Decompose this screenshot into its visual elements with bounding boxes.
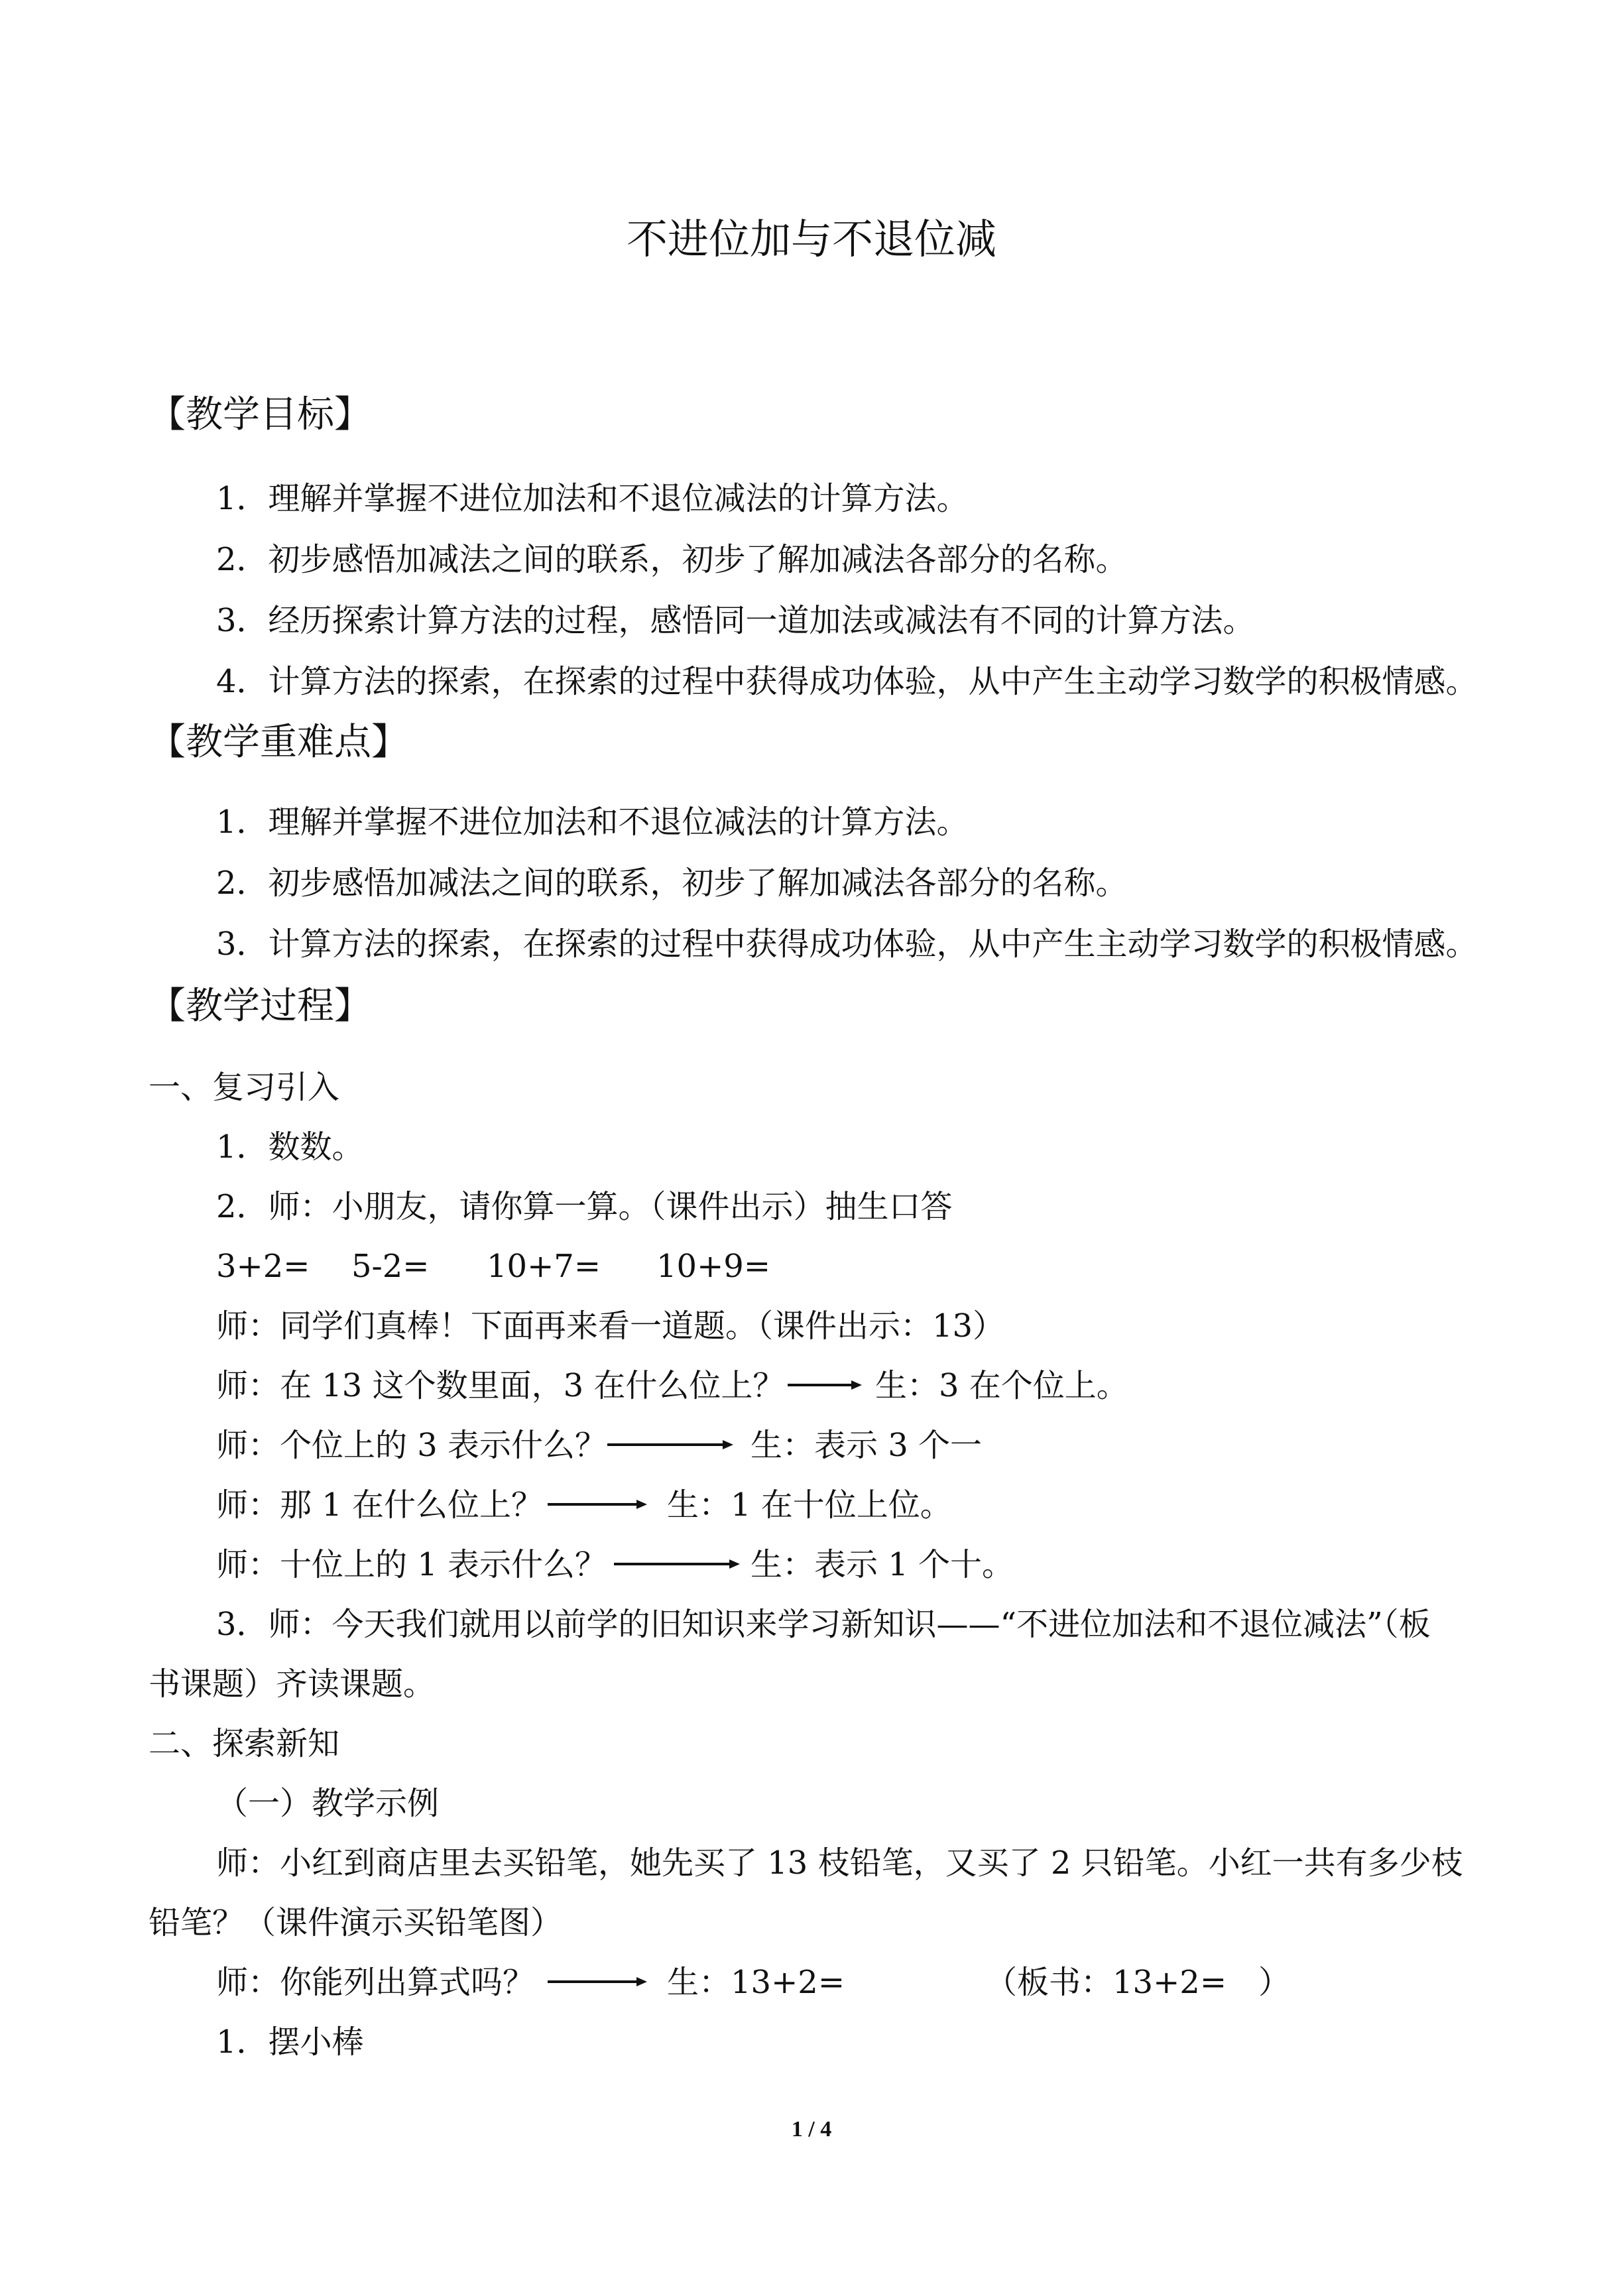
key-point-item-2: 2．初步感悟加减法之间的联系，初步了解加减法各部分的名称。: [216, 865, 1128, 902]
arrow-icon: [607, 1437, 733, 1452]
goal-item-2: 2．初步感悟加减法之间的联系，初步了解加减法各部分的名称。: [216, 541, 1128, 578]
calc-row: [216, 1248, 771, 1285]
calc-1: 3+2=: [216, 1248, 310, 1285]
part1-title: 一、复习引入: [149, 1069, 340, 1106]
key-point-item-3: 3．计算方法的探索，在探索的过程中获得成功体验，从中产生主动学习数学的积极情感。: [216, 926, 1478, 963]
goal-item-3: 3．经历探索计算方法的过程，感悟同一道加法或减法有不同的计算方法。: [216, 602, 1255, 639]
formula-question: 师：你能列出算式吗？: [216, 1964, 535, 2001]
calc-2: 5-2=: [351, 1248, 430, 1285]
qa-answer-4: 生：表示 1 个十。: [751, 1546, 1014, 1583]
example-line1: 师：小红到商店里去买铅笔，她先买了 13 枝铅笔，又买了 2 只铅笔。小红一共有多少枝: [216, 1844, 1463, 1882]
page-number: 1 / 4: [791, 2117, 832, 2142]
key-point-item-1: 1．理解并掌握不进位加法和不退位减法的计算方法。: [216, 804, 969, 841]
example-line2: 铅笔？（课件演示买铅笔图）: [149, 1904, 563, 1941]
qa-question-4: 师：十位上的 1 表示什么？: [216, 1546, 607, 1583]
part2-title: 二、探索新知: [149, 1725, 340, 1762]
qa-question-3: 师：那 1 在什么位上？: [216, 1486, 544, 1524]
board-note: （板书：13+2= ）: [985, 1964, 1291, 2001]
sticks-step: 1．摆小棒: [216, 2024, 364, 2061]
qa-question-2: 师：个位上的 3 表示什么？: [216, 1427, 607, 1464]
document-title: 不进位加与不退位减: [626, 215, 996, 263]
qa-answer-3: 生：1 在十位上位。: [667, 1486, 952, 1524]
arrow-icon: [548, 1497, 647, 1512]
qa-question-1: 师：在 13 这个数里面，3 在什么位上？: [216, 1367, 785, 1404]
lesson-intro-line1: 3．师：今天我们就用以前学的旧知识来学习新知识——“不进位加法和不退位减法”（板: [216, 1606, 1431, 1643]
arrow-icon: [614, 1557, 740, 1571]
key-points-heading: 【教学重难点】: [149, 721, 408, 764]
sub-section-title: （一）教学示例: [216, 1785, 440, 1822]
count-step: 1．数数。: [216, 1128, 364, 1166]
goals-heading: 【教学目标】: [149, 393, 371, 436]
praise-line: 师：同学们真棒！下面再来看一道题。（课件出示：13）: [216, 1307, 1005, 1345]
arrow-icon: [548, 1974, 647, 1989]
process-heading: 【教学过程】: [149, 985, 371, 1028]
formula-answer: 生：13+2=: [667, 1964, 845, 2001]
arrow-icon: [788, 1378, 862, 1392]
goal-item-4: 4．计算方法的探索，在探索的过程中获得成功体验，从中产生主动学习数学的积极情感。: [216, 663, 1478, 700]
calc-3: 10+7=: [487, 1248, 601, 1285]
goal-item-1: 1．理解并掌握不进位加法和不退位减法的计算方法。: [216, 480, 969, 517]
calc-4: 10+9=: [656, 1248, 771, 1285]
qa-answer-2: 生：表示 3 个一: [751, 1427, 983, 1464]
teacher-prompt: 2．师：小朋友，请你算一算。（课件出示）抽生口答: [216, 1188, 953, 1225]
lesson-intro-line2: 书课题）齐读课题。: [149, 1665, 436, 1703]
qa-answer-1: 生：3 在个位上。: [875, 1367, 1128, 1404]
